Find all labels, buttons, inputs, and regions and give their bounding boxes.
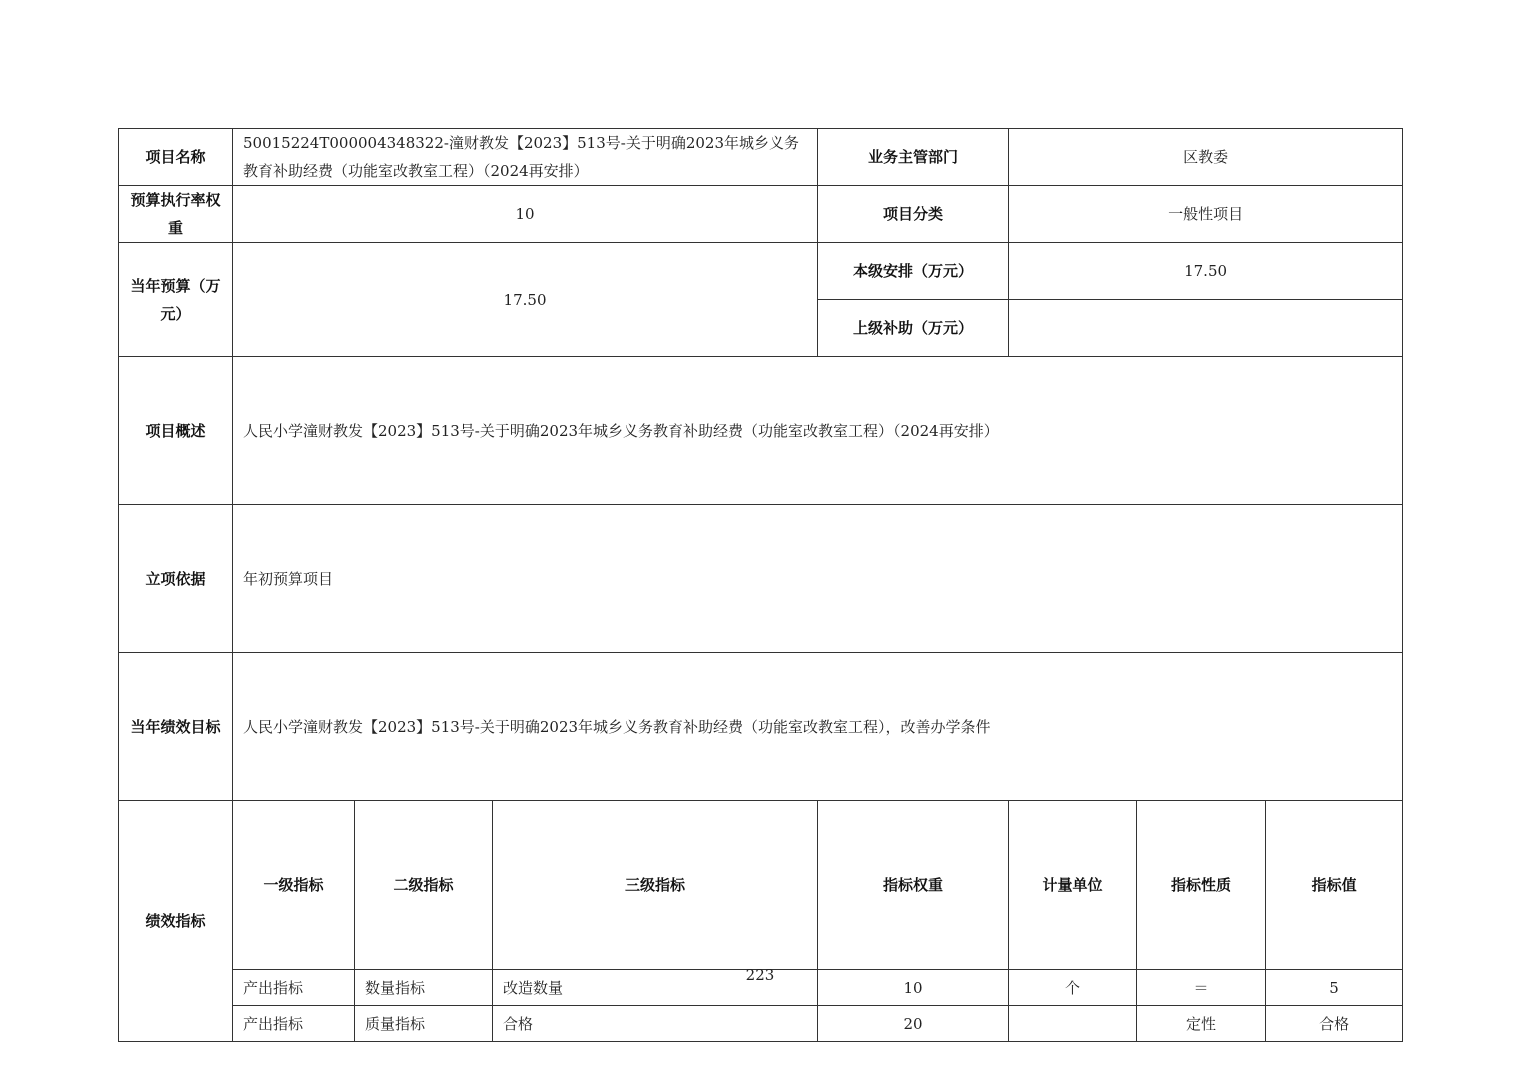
indicator-header-level2: 二级指标 bbox=[355, 801, 493, 970]
project-category-value: 一般性项目 bbox=[1009, 186, 1403, 243]
performance-goal-value: 人民小学潼财教发【2023】513号-关于明确2023年城乡义务教育补助经费（功能室改教室工程），改善办学条件 bbox=[233, 653, 1403, 801]
indicator-level2-cell: 数量指标 bbox=[355, 970, 493, 1006]
project-overview-value: 人民小学潼财教发【2023】513号-关于明确2023年城乡义务教育补助经费（功能室改教室工程）（2024再安排） bbox=[233, 357, 1403, 505]
indicator-unit-cell bbox=[1009, 1006, 1137, 1042]
table-row bbox=[119, 1006, 1403, 1042]
project-category-label: 项目分类 bbox=[818, 186, 1009, 243]
basis-row bbox=[119, 505, 1403, 653]
project-overview-label: 项目概述 bbox=[119, 357, 233, 505]
indicator-header-unit: 计量单位 bbox=[1009, 801, 1137, 970]
indicator-weight-cell: 20 bbox=[818, 1006, 1009, 1042]
local-arrangement-value: 17.50 bbox=[1009, 243, 1403, 300]
project-name-label: 项目名称 bbox=[119, 129, 233, 186]
indicator-level2-cell: 质量指标 bbox=[355, 1006, 493, 1042]
annual-budget-row bbox=[119, 243, 1403, 300]
project-name-value: 50015224T000004348322-潼财教发【2023】513号-关于明确2023年城乡义务教育补助经费（功能室改教室工程）（2024再安排） bbox=[233, 129, 818, 186]
indicator-weight-cell: 10 bbox=[818, 970, 1009, 1006]
indicator-level3-cell: 改造数量 bbox=[493, 970, 818, 1006]
indicator-value-cell: 合格 bbox=[1266, 1006, 1403, 1042]
basis-value: 年初预算项目 bbox=[233, 505, 1403, 653]
basis-label: 立项依据 bbox=[119, 505, 233, 653]
superior-subsidy-value bbox=[1009, 300, 1403, 357]
annual-budget-label: 当年预算（万元） bbox=[119, 243, 233, 357]
indicator-nature-cell: 定性 bbox=[1137, 1006, 1266, 1042]
indicator-unit-cell: 个 bbox=[1009, 970, 1137, 1006]
performance-goal-label: 当年绩效目标 bbox=[119, 653, 233, 801]
project-performance-table bbox=[118, 128, 1403, 1042]
local-arrangement-label: 本级安排（万元） bbox=[818, 243, 1009, 300]
supervising-dept-value: 区教委 bbox=[1009, 129, 1403, 186]
exec-rate-weight-label: 预算执行率权重 bbox=[119, 186, 233, 243]
performance-goal-row bbox=[119, 653, 1403, 801]
indicator-level1-cell: 产出指标 bbox=[233, 970, 355, 1006]
indicator-level3-cell: 合格 bbox=[493, 1006, 818, 1042]
overview-row bbox=[119, 357, 1403, 505]
annual-budget-value: 17.50 bbox=[233, 243, 818, 357]
supervising-dept-label: 业务主管部门 bbox=[818, 129, 1009, 186]
project-name-row bbox=[119, 129, 1403, 186]
indicator-level1-cell: 产出指标 bbox=[233, 1006, 355, 1042]
indicator-nature-cell: ＝ bbox=[1137, 970, 1266, 1006]
page-number: 223 bbox=[745, 966, 775, 984]
indicator-header-value: 指标值 bbox=[1266, 801, 1403, 970]
indicator-header-level3: 三级指标 bbox=[493, 801, 818, 970]
exec-rate-weight-value: 10 bbox=[233, 186, 818, 243]
indicator-header-nature: 指标性质 bbox=[1137, 801, 1266, 970]
indicator-header-level1: 一级指标 bbox=[233, 801, 355, 970]
exec-rate-row bbox=[119, 186, 1403, 243]
indicator-value-cell: 5 bbox=[1266, 970, 1403, 1006]
performance-indicators-label: 绩效指标 bbox=[119, 801, 233, 1042]
indicator-header-weight: 指标权重 bbox=[818, 801, 1009, 970]
superior-subsidy-label: 上级补助（万元） bbox=[818, 300, 1009, 357]
indicator-header-row bbox=[119, 801, 1403, 970]
